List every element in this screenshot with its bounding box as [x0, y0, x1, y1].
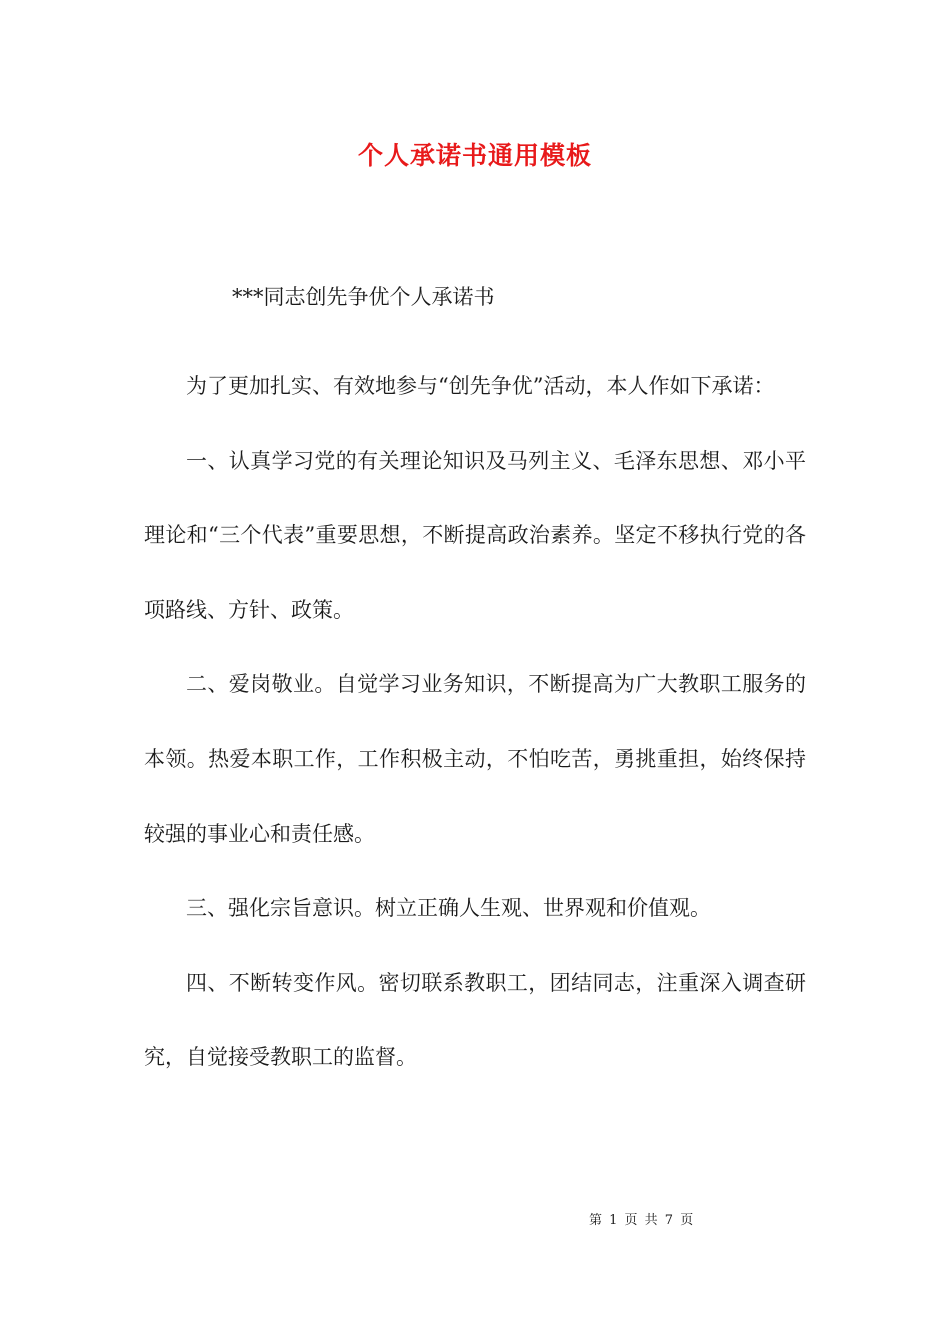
paragraph-item-1: 一、认真学习党的有关理论知识及马列主义、毛泽东思想、邓小平理论和“三个代表”重要思想，不断提高政治素养。坚定不移执行党的各项路线、方针、政策。	[144, 448, 806, 622]
page-number-footer: 第 1 页 共 7 页	[589, 1213, 694, 1228]
paragraph-item-4: 四、不断转变作风。密切联系教职工，团结同志，注重深入调查研究，自觉接受教职工的监督。	[144, 970, 806, 1070]
document-body	[144, 349, 806, 1095]
paragraph-item-3: 三、强化宗旨意识。树立正确人生观、世界观和价值观。	[186, 896, 711, 921]
paragraph-intro: 为了更加扎实、有效地参与“创先争优”活动，本人作如下承诺：	[186, 374, 775, 398]
paragraph-item-2: 二、爱岗敬业。自觉学习业务知识，不断提高为广大教职工服务的本领。热爱本职工作，工作积极主动，不怕吃苦，勇挑重担，始终保持较强的事业心和责任感。	[144, 672, 806, 846]
document-subtitle: ***同志创先争优个人承诺书	[232, 285, 495, 309]
document-title: 个人承诺书通用模板	[357, 141, 592, 170]
